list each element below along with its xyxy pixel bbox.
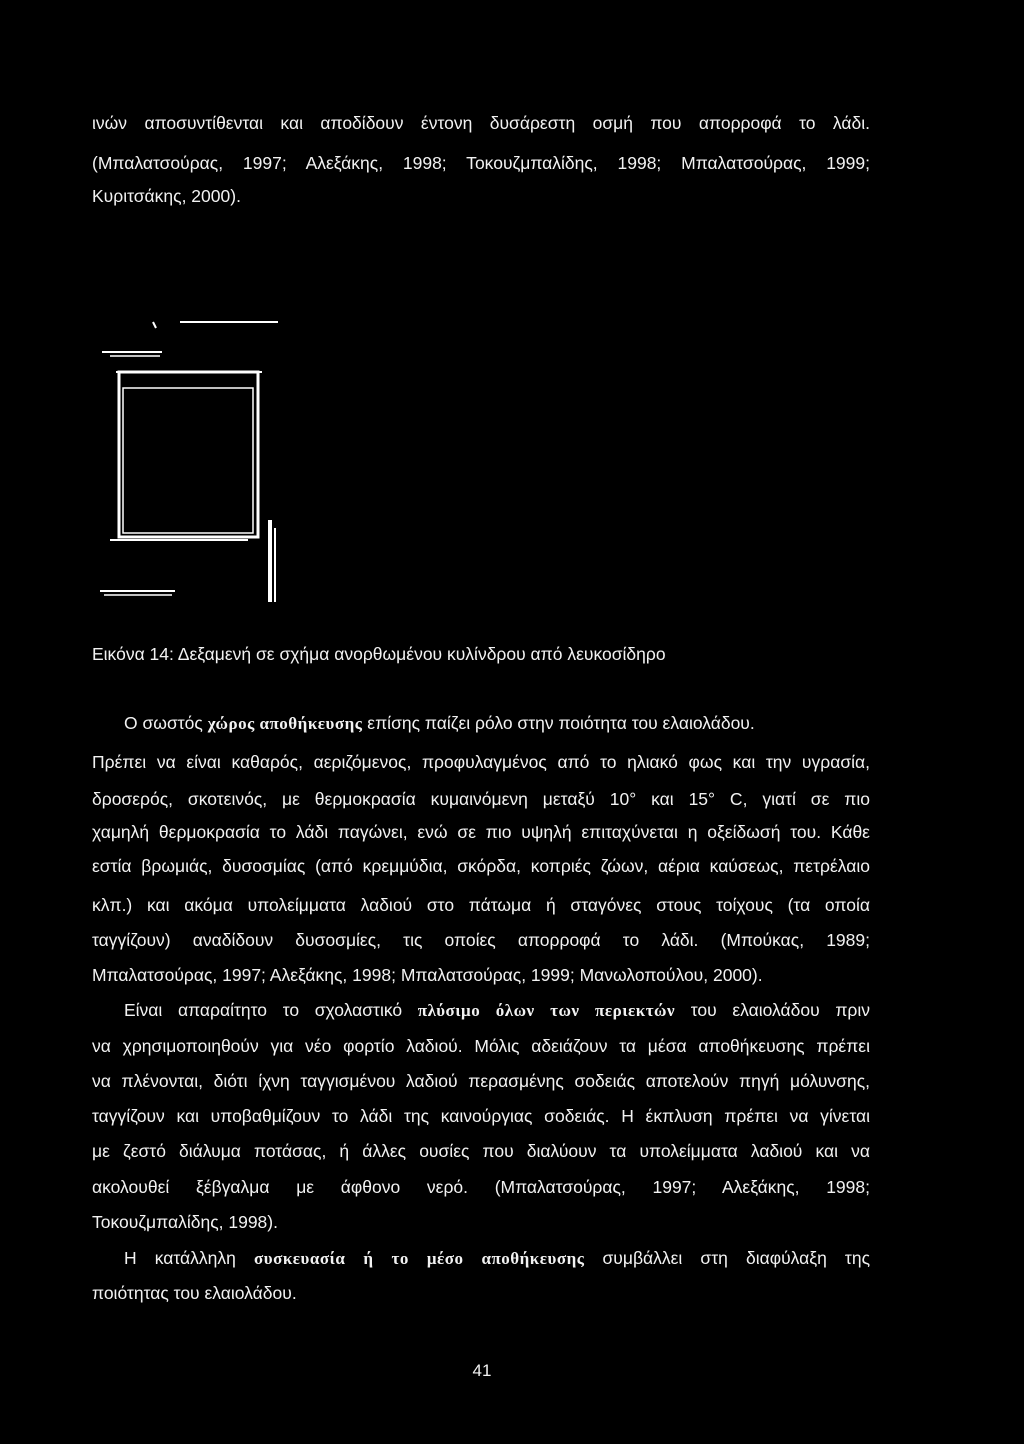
- tank-diagram-icon: [90, 310, 300, 610]
- text-line: εστία βρωμιάς, δυσοσμίας (από κρεμμύδια, σκόρδα, κοπριές ζώων, αέρια καύσεως, πετρέλαιο: [92, 856, 870, 876]
- text-line: Ο σωστός χώρος αποθήκευσης επίσης παίζει ρόλο στην ποιότητα του ελαιολάδου.: [124, 713, 755, 733]
- text-line: (Μπαλατσούρας, 1997; Αλεξάκης, 1998; Τοκουζμπαλίδης, 1998; Μπαλατσούρας, 1999;: [92, 153, 870, 173]
- text-line: Πρέπει να είναι καθαρός, αεριζόμενος, προφυλαγμένος από το ηλιακό φως και την υγρασία,: [92, 752, 870, 772]
- page-number: 41: [472, 1361, 492, 1380]
- bold-term: συσκευασία ή το μέσο αποθήκευσης: [254, 1249, 585, 1268]
- text-line: Μπαλατσούρας, 1997; Αλεξάκης, 1998; Μπαλατσούρας, 1999; Μανωλοπούλου, 2000).: [92, 965, 763, 985]
- text-line: ταγγίζουν) αναδίδουν δυσοσμίες, τις οποίες απορροφά το λάδι. (Μπούκας, 1989;: [92, 930, 870, 950]
- text-line: χαμηλή θερμοκρασία το λάδι παγώνει, ενώ σε πιο υψηλή επιταχύνεται η οξείδωσή του. Κάθε: [92, 822, 870, 842]
- text-line: δροσερός, σκοτεινός, με θερμοκρασία κυμαινόμενη μεταξύ 10° και 15° C, γιατί σε πιο: [92, 789, 870, 809]
- text-line: Κυριτσάκης, 2000).: [92, 186, 241, 206]
- text-line: να χρησιμοποιηθούν για νέο φορτίο λαδιού. Μόλις αδειάζουν τα μέσα αποθήκευσης πρέπει: [92, 1036, 870, 1056]
- text-line: Τοκουζμπαλίδης, 1998).: [92, 1212, 278, 1232]
- text-line: Είναι απαραίτητο το σχολαστικό πλύσιμο όλων των περιεκτών του ελαιολάδου πριν: [124, 1000, 870, 1020]
- text-line: Η κατάλληλη συσκευασία ή το μέσο αποθήκευσης συμβάλλει στη διαφύλαξη της: [124, 1248, 871, 1268]
- text-line: να πλένονται, διότι ίχνη ταγγισμένου λαδιού περασμένης σοδειάς αποτελούν πηγή μόλυνσης,: [92, 1071, 870, 1091]
- text-line: με ζεστό διάλυμα ποτάσας, ή άλλες ουσίες που διαλύουν τα υπολείμματα λαδιού και να: [92, 1141, 870, 1161]
- text-line: ινών αποσυντίθενται και αποδίδουν έντονη δυσάρεστη οσμή που απορροφά το λάδι.: [92, 113, 870, 133]
- text-line: ακολουθεί ξέβγαλμα με άφθονο νερό. (Μπαλατσούρας, 1997; Αλεξάκης, 1998;: [92, 1177, 870, 1197]
- text-line: ταγγίζουν και υποβαθμίζουν το λάδι της καινούργιας σοδειάς. Η έκπλυση πρέπει να γίνεται: [92, 1106, 870, 1126]
- text-line: ποιότητας του ελαιολάδου.: [92, 1283, 297, 1303]
- bold-term: πλύσιμο όλων των περιεκτών: [417, 1001, 676, 1020]
- figure-caption: Εικόνα 14: Δεξαμενή σε σχήμα ανορθωμένου κυλίνδρου από λευκοσίδηρο: [92, 644, 666, 664]
- bold-term: χώρος αποθήκευσης: [207, 714, 363, 733]
- text-line: κλπ.) και ακόμα υπολείμματα λαδιού στο πάτωμα ή σταγόνες στους τοίχους (τα οποία: [92, 895, 870, 915]
